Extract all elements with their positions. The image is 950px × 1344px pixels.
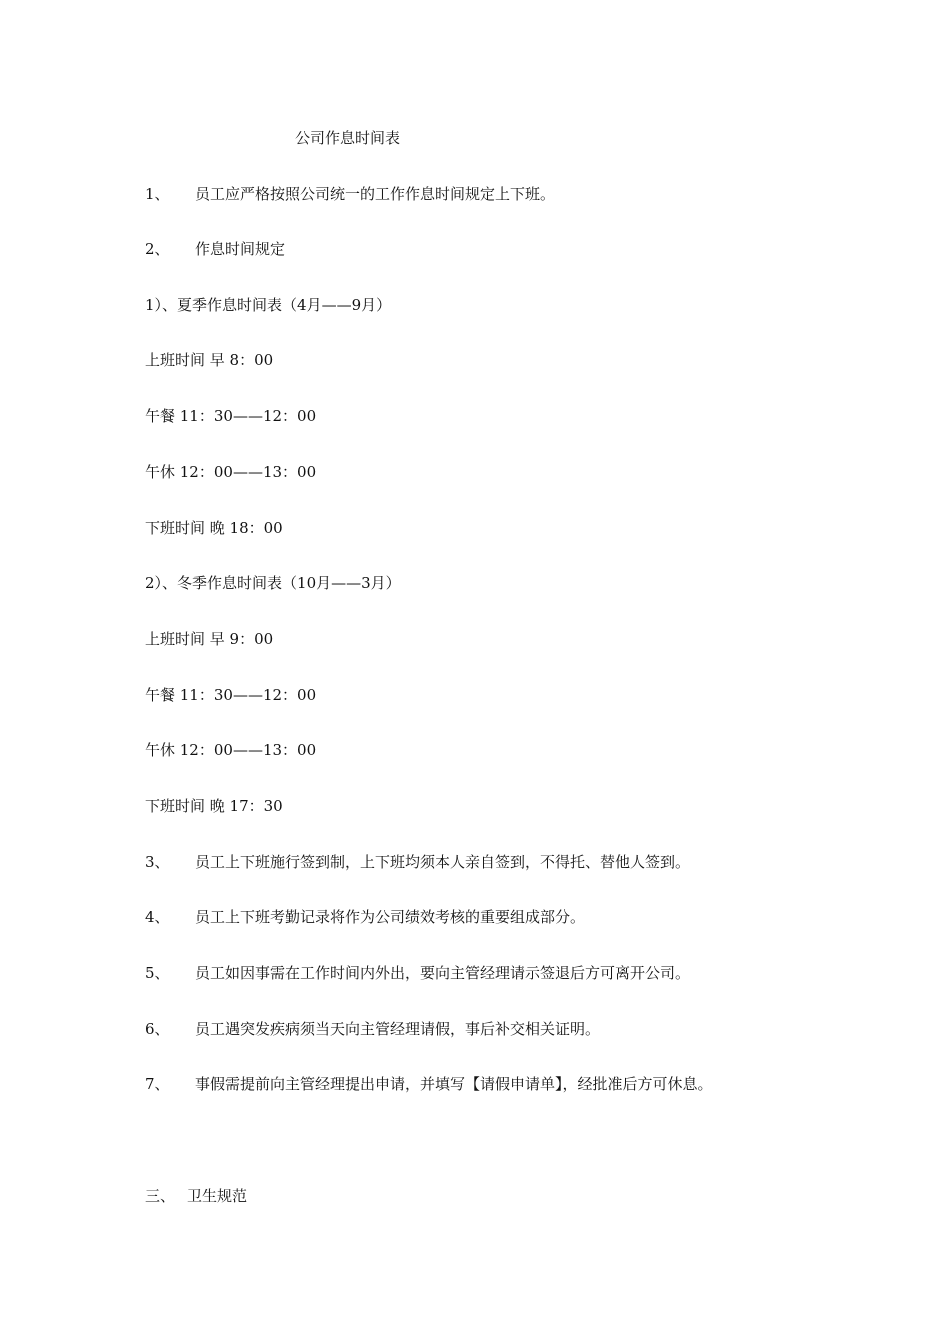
winter-start-time: 上班时间 早 9：00 — [145, 630, 274, 648]
item-number: 3、 — [145, 853, 170, 871]
item-text: 员工如因事需在工作时间内外出，要向主管经理请示签退后方可离开公司。 — [195, 964, 691, 982]
item-number: 2、 — [145, 240, 170, 258]
item-text: 作息时间规定 — [195, 240, 286, 258]
item-text: 事假需提前向主管经理提出申请，并填写【请假申请单】，经批准后方可休息。 — [195, 1075, 713, 1093]
winter-lunch-time: 午餐 11：30——12：00 — [145, 686, 317, 704]
item-text: 员工上下班考勤记录将作为公司绩效考核的重要组成部分。 — [195, 908, 586, 926]
section-title: 卫生规范 — [187, 1187, 248, 1205]
summer-lunch-time: 午餐 11：30——12：00 — [145, 407, 317, 425]
summer-end-time: 下班时间 晚 18：00 — [145, 519, 283, 537]
item-number: 7、 — [145, 1075, 170, 1093]
item-number: 5、 — [145, 964, 170, 982]
item-number: 6、 — [145, 1020, 170, 1038]
item-text: 员工上下班施行签到制，上下班均须本人亲自签到，不得托、替他人签到。 — [195, 853, 691, 871]
winter-end-time: 下班时间 晚 17：30 — [145, 797, 283, 815]
item-number: 1、 — [145, 185, 170, 203]
item-text: 员工遇突发疾病须当天向主管经理请假，事后补交相关证明。 — [195, 1020, 601, 1038]
item-text: 员工应严格按照公司统一的工作作息时间规定上下班。 — [195, 185, 556, 203]
section-number: 三、 — [145, 1187, 176, 1205]
item-number: 4、 — [145, 908, 170, 926]
winter-rest-time: 午休 12：00——13：00 — [145, 741, 317, 759]
page-title: 公司作息时间表 — [295, 129, 401, 147]
summer-heading: 1）、夏季作息时间表（4月——9月） — [145, 296, 392, 314]
summer-start-time: 上班时间 早 8：00 — [145, 351, 274, 369]
winter-heading: 2）、冬季作息时间表（10月——3月） — [145, 574, 401, 592]
summer-rest-time: 午休 12：00——13：00 — [145, 463, 317, 481]
